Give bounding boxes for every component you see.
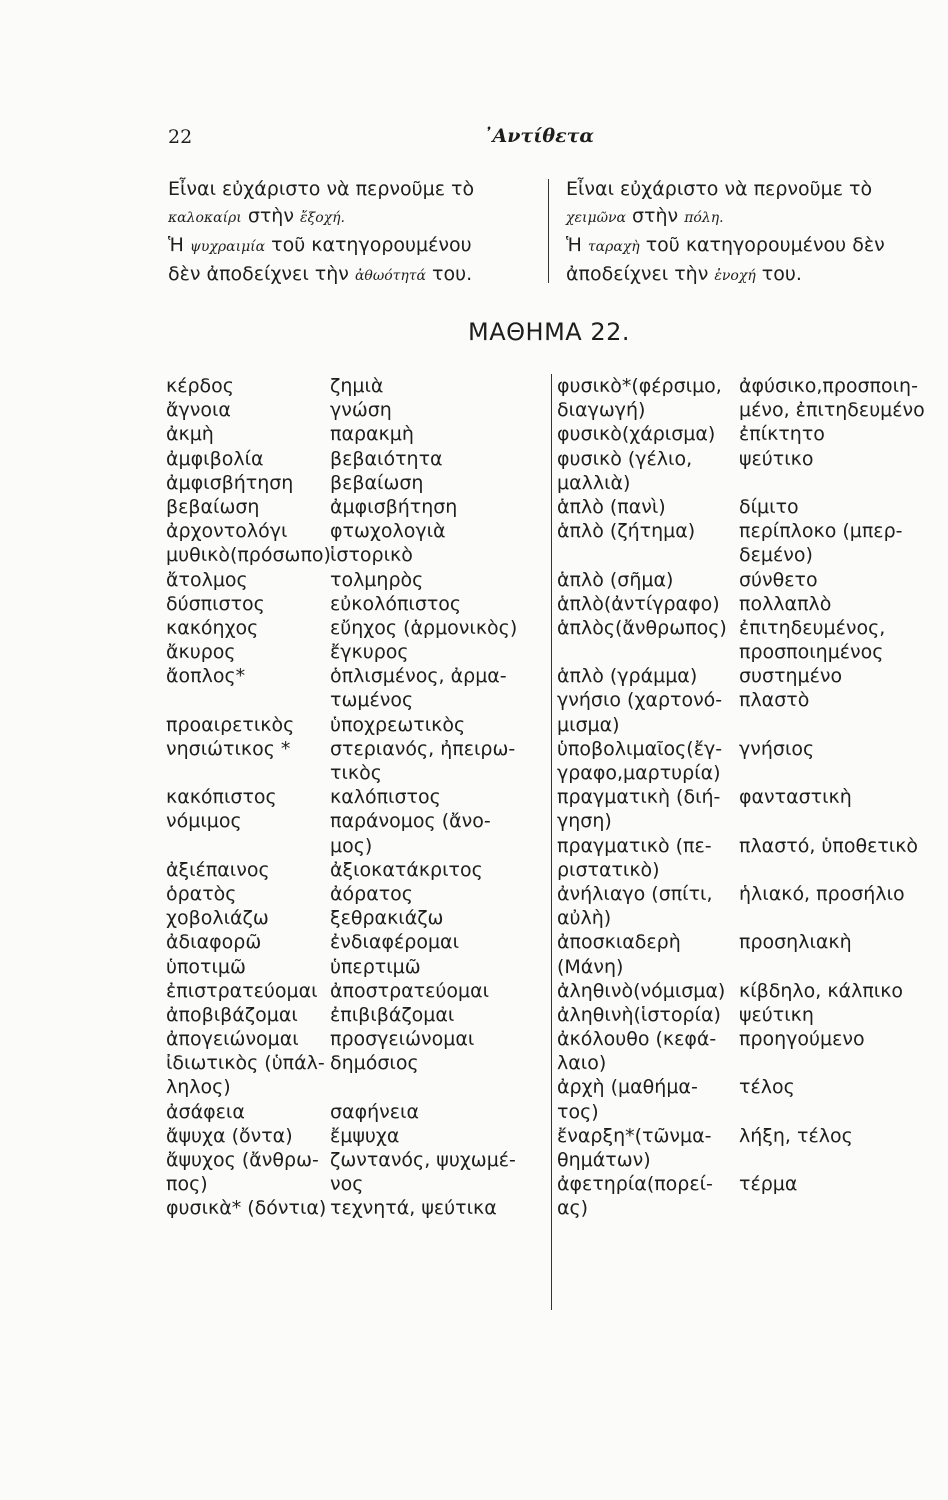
intro-right-text-4b: του. — [761, 263, 802, 285]
running-title: ᾽Αντίθετα — [483, 125, 595, 147]
word-entry — [166, 688, 331, 712]
word-entry: νόμιμος — [166, 810, 242, 833]
italic-word: καλοκαίρι — [168, 210, 242, 226]
word-entry: ληλος) — [166, 1076, 231, 1099]
word-entry: ψεύτικο — [739, 447, 814, 470]
word-entry: ζημιὰ — [330, 375, 384, 397]
word-entry: ἀξιοκατάκριτος — [330, 858, 483, 881]
word-entry: βεβαιότητα — [330, 447, 443, 470]
word-entry: προηγούμενο — [739, 1028, 865, 1051]
intro-right-line-2 — [566, 203, 928, 232]
word-entry: ἄτολμος — [166, 568, 248, 591]
word-entry: πολλαπλὸ — [739, 592, 832, 615]
word-entry: αὐλὴ) — [557, 907, 612, 930]
word-entry: ἄκυρος — [166, 641, 236, 664]
word-entry: πλαστὸ — [739, 689, 810, 712]
word-entry: ἐπιστρατεύομαι — [166, 979, 318, 1002]
word-entry: ἔναρξη*(τῶνμα- — [557, 1124, 712, 1147]
italic-word: ψυχραιμία — [189, 239, 266, 255]
page-number: 22 — [168, 126, 193, 148]
word-entry: φυσικὸ(χάρισμα) — [557, 423, 716, 446]
word-entry: νος — [330, 1173, 364, 1196]
word-entry: ἄψυχα (ὄντα) — [166, 1124, 293, 1147]
word-entry: εὔηχος (ἁρμονικὸς) — [330, 616, 518, 639]
word-entry: ἁπλὸ (ζήτημα) — [557, 520, 696, 543]
word-entry: περίπλοκο (μπερ- — [739, 520, 903, 543]
word-entry: νησιώτικος * — [166, 737, 291, 760]
word-entry: γνώση — [330, 399, 392, 422]
word-entry: κακόπιστος — [166, 786, 277, 809]
word-entry — [166, 761, 331, 785]
intro-left-line-4 — [168, 261, 531, 290]
word-entry: λαιο) — [557, 1052, 607, 1075]
antonym-column-right — [739, 374, 925, 1221]
word-entry: προσποιημένος — [739, 641, 884, 664]
word-entry: ἀρχὴ (μαθήμα- — [557, 1076, 698, 1099]
word-entry: μισμα) — [557, 713, 620, 736]
word-entry: τικὸς — [330, 762, 382, 784]
word-entry: ἐνδιαφέρομαι — [330, 931, 459, 954]
word-entry: ἁπλὸ (γράμμα) — [557, 665, 698, 688]
word-entry: πλαστό, ὑποθετικὸ — [739, 834, 919, 857]
word-entry: ἀμφιβολία — [166, 447, 264, 470]
word-entry: γνήσιος — [739, 737, 815, 760]
word-entry — [739, 1051, 925, 1075]
word-entry: ἁπλὸ (σῆμα) — [557, 568, 674, 591]
intro-left-text-4a: δὲν ἀποδείχνει τὴν — [168, 263, 349, 285]
word-entry: ἁπλὸ(ἀντίγραφο) — [557, 592, 720, 615]
italic-word: χειμῶνα — [566, 210, 626, 226]
word-entry: ἄγνοια — [166, 399, 231, 422]
word-entry: ἐπιτηδευμένος, — [739, 616, 886, 639]
word-entry: δημόσιος — [330, 1052, 419, 1075]
word-entry: ἐπιβιβάζομαι — [330, 1003, 455, 1026]
word-entry: ἀποβιβάζομαι — [166, 1003, 298, 1026]
word-entry: ἁπλὸ (πανὶ) — [557, 495, 666, 518]
word-entry: ἀμφισβήτηση — [330, 495, 458, 518]
word-entry — [557, 543, 727, 567]
intro-left-text-1: Εἶναι εὐχάριστο νὰ περνοῦμε τὸ — [168, 178, 475, 200]
intro-sentences-left — [168, 176, 531, 290]
intro-right-text-3a: Ἡ — [566, 234, 582, 256]
intro-left-text-3b: τοῦ κατηγορουμένου — [271, 234, 472, 256]
word-entry: ὑποχρεωτικὸς — [330, 713, 466, 736]
antonym-column-left — [330, 374, 517, 1221]
word-entry: δεμένο) — [739, 544, 813, 567]
word-entry: ας) — [557, 1197, 589, 1220]
word-entry: μυθικὸ(πρόσωπο) — [166, 544, 331, 567]
intro-right-text-1: Εἶναι εὐχάριστο νὰ περνοῦμε τὸ — [566, 178, 873, 200]
word-entry: βεβαίωση — [166, 495, 260, 518]
word-entry: ξεθρακιάζω — [330, 907, 444, 930]
intro-right-text-3b: τοῦ κατηγορουμένου δὲν — [645, 234, 885, 256]
word-entry — [739, 906, 925, 930]
word-entry: παράνομος (ἄνο- — [330, 810, 491, 833]
word-entry: ἰδιωτικὸς (ὑπάλ- — [166, 1052, 325, 1075]
intro-right-line-4 — [566, 261, 928, 290]
word-entry: κέρδος — [166, 375, 234, 397]
word-entry — [739, 761, 925, 785]
intro-right-text-4a: ἀποδείχνει τὴν — [566, 263, 709, 285]
word-entry: ὑποτιμῶ — [166, 955, 246, 978]
word-entry: πραγματικὸ (πε- — [557, 834, 712, 857]
intro-right-text-2: στὴν — [632, 205, 679, 227]
word-entry: ἀρχοντολόγι — [166, 520, 288, 543]
word-entry: προσγειώνομαι — [330, 1028, 475, 1051]
word-entry — [739, 713, 925, 737]
intro-left-line-2 — [168, 203, 531, 232]
word-entry: μένο, ἐπιτηδευμένο — [739, 399, 925, 422]
italic-word: ἀθωότητά — [354, 268, 426, 284]
word-entry — [739, 858, 925, 882]
word-entry: φανταστικὴ — [739, 786, 852, 809]
word-entry: ἀξιέπαινος — [166, 858, 270, 881]
word-entry: σαφήνεια — [330, 1100, 419, 1123]
word-entry: δύσπιστος — [166, 592, 265, 615]
word-entry — [557, 640, 727, 664]
word-entry: φυσικὸ (γέλιο, — [557, 447, 693, 470]
word-column-right — [557, 374, 727, 1221]
word-entry: γηση) — [557, 810, 612, 833]
word-entry: ψεύτικη — [739, 1003, 814, 1026]
word-entry: φυσικὰ* (δόντια) — [166, 1197, 327, 1220]
word-entry: χοβολιάζω — [166, 907, 269, 930]
word-entry — [739, 809, 925, 833]
word-entry: βεβαίωση — [330, 471, 424, 494]
word-entry: λήξη, τέλος — [739, 1124, 853, 1147]
word-entry: ἀφύσικο,προσποιη- — [739, 375, 918, 397]
intro-left-text-3a: Ἡ — [168, 234, 184, 256]
word-entry: ἄοπλος* — [166, 665, 246, 688]
word-entry: τολμηρὸς — [330, 568, 424, 591]
word-entry: παρακμὴ — [330, 423, 414, 446]
word-entry: ἀσάφεια — [166, 1100, 245, 1123]
word-entry — [739, 1148, 925, 1172]
word-entry: ὑποβολιμαῖος(ἔγ- — [557, 737, 723, 760]
word-entry: τέλος — [739, 1076, 795, 1099]
word-entry: σύνθετο — [739, 568, 818, 591]
word-entry — [330, 1075, 517, 1099]
word-entry: τέρμα — [739, 1173, 798, 1196]
intro-sentences-right — [566, 176, 928, 290]
word-entry: ἀφετηρία(πορεί- — [557, 1173, 713, 1196]
word-entry: τωμένος — [330, 689, 414, 712]
italic-word: ταραχὴ — [587, 239, 640, 255]
word-entry: εὐκολόπιστος — [330, 592, 462, 615]
word-entry: διαγωγή) — [557, 399, 646, 422]
word-entry: ριστατικὸ) — [557, 858, 660, 881]
word-entry: φυσικὸ*(φέρσιμο, — [557, 375, 722, 397]
word-entry: ἔμψυχα — [330, 1124, 400, 1147]
word-entry: (Μάνη) — [557, 955, 624, 978]
intro-right-line-1 — [566, 176, 928, 203]
word-entry: ἀμφισβήτηση — [166, 471, 294, 494]
word-entry: ἁπλὸς(ἄνθρωπος) — [557, 616, 727, 639]
italic-word: ἔξοχή. — [300, 210, 345, 226]
word-entry: ἀνήλιαγο (σπίτι, — [557, 882, 713, 905]
intro-divider — [548, 179, 549, 283]
intro-left-text-4b: του. — [432, 263, 473, 285]
word-entry: ἱστορικὸ — [330, 544, 413, 567]
word-entry: ἀποσκιαδερὴ — [557, 931, 681, 954]
word-entry: πος) — [166, 1173, 208, 1196]
word-entry: συστημένο — [739, 665, 843, 688]
word-entry: ἡλιακό, προσήλιο — [739, 882, 905, 905]
word-entry: ἐπίκτητο — [739, 423, 825, 446]
word-entry: κακόηχος — [166, 616, 259, 639]
word-entry: ἀκόλουθο (κεφά- — [557, 1028, 717, 1051]
word-entry: ἀδιαφορῶ — [166, 931, 262, 954]
word-entry — [739, 471, 925, 495]
word-entry: ὁπλισμένος, ἀρμα- — [330, 665, 507, 688]
column-divider — [551, 374, 552, 1310]
word-entry: προσηλιακὴ — [739, 931, 852, 954]
word-entry: κίβδηλο, κάλπικο — [739, 979, 904, 1002]
word-entry — [739, 1196, 925, 1220]
word-entry: ὑπερτιμῶ — [330, 955, 421, 978]
word-entry: δίμιτο — [739, 495, 799, 518]
word-entry: ὁρατὸς — [166, 882, 237, 905]
word-column-left — [166, 374, 331, 1221]
word-entry: ἀπογειώνομαι — [166, 1028, 299, 1051]
word-entry: ἀληθινὴ(ἱστορία) — [557, 1003, 721, 1026]
word-entry: στεριανός, ἠπειρω- — [330, 737, 516, 760]
word-entry: μαλλιὰ) — [557, 471, 631, 494]
word-entry: γραφο,μαρτυρία) — [557, 762, 721, 784]
word-entry: ἀόρατος — [330, 882, 413, 905]
italic-word: πόλη. — [684, 210, 724, 226]
word-entry: ἀποστρατεύομαι — [330, 979, 490, 1002]
word-entry: ἀκμὴ — [166, 423, 214, 446]
lesson-title: ΜΑΘΗΜΑ 22. — [468, 318, 630, 346]
word-entry — [739, 955, 925, 979]
word-entry: ζωντανός, ψυχωμέ- — [330, 1149, 516, 1171]
word-entry: καλόπιστος — [330, 786, 441, 809]
word-entry: ἔγκυρος — [330, 641, 409, 664]
word-entry — [739, 1100, 925, 1124]
word-entry: ἀληθινὸ(νόμισμα) — [557, 979, 726, 1002]
intro-left-text-2: στὴν — [247, 205, 294, 227]
word-entry — [166, 834, 331, 858]
word-entry: θημάτων) — [557, 1149, 651, 1171]
word-entry: γνήσιο (χαρτονό- — [557, 689, 723, 712]
intro-left-line-1 — [168, 176, 531, 203]
intro-right-line-3 — [566, 232, 928, 261]
italic-word: ἐνοχή — [714, 268, 756, 284]
word-entry: φτωχολογιὰ — [330, 520, 446, 543]
word-entry: πραγματικὴ (διή- — [557, 786, 721, 809]
word-entry: προαιρετικὸς — [166, 713, 295, 736]
intro-left-line-3 — [168, 232, 531, 261]
word-entry: τεχνητά, ψεύτικα — [330, 1197, 497, 1220]
word-entry: μος) — [330, 834, 373, 857]
word-entry: τος) — [557, 1100, 599, 1123]
word-entry: ἄψυχος (ἄνθρω- — [166, 1149, 319, 1171]
